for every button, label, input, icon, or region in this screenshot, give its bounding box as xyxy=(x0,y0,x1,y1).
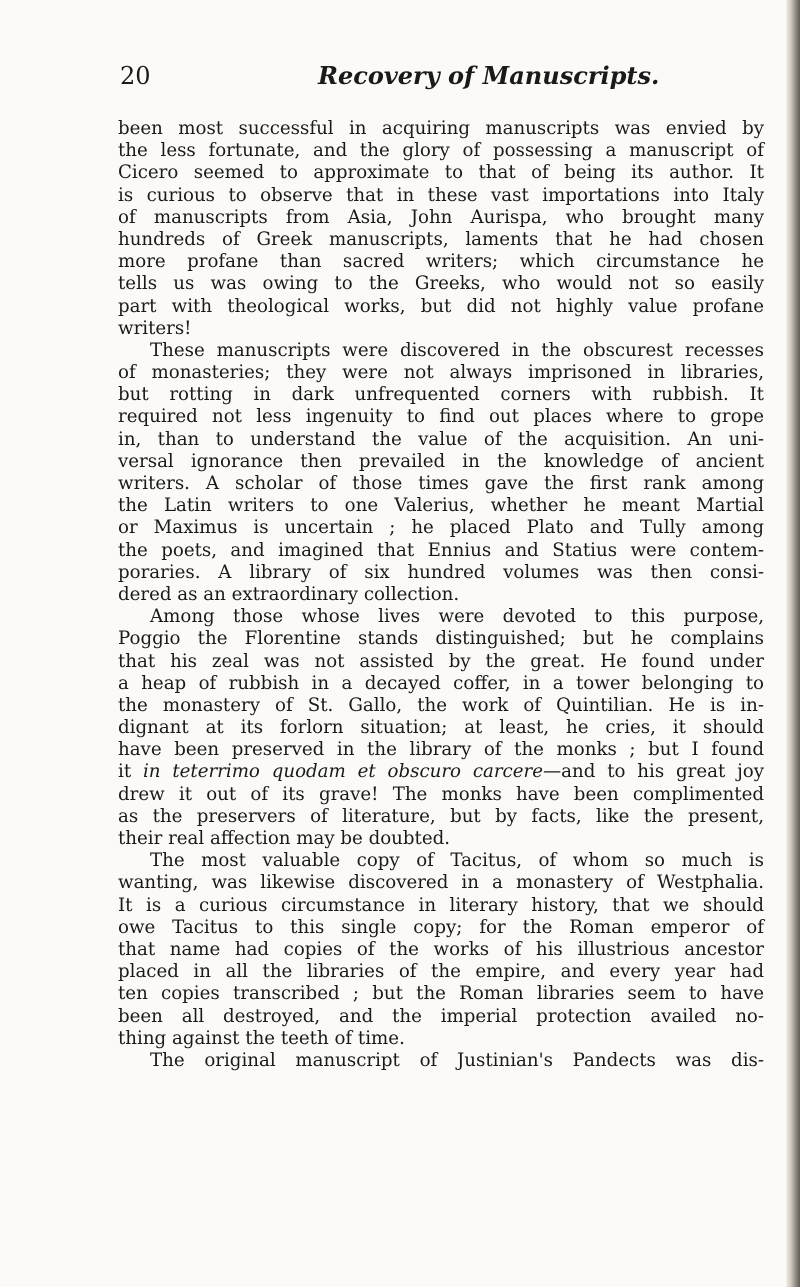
page-number: 20 xyxy=(120,62,151,90)
text-line: is curious to observe that in these vast importations into Italy xyxy=(118,184,764,206)
text-line: required not less ingenuity to find out places where to grope xyxy=(118,406,764,428)
text-line: been most successful in acquiring manuscripts was envied by xyxy=(118,118,764,139)
text-line: a heap of rubbish in a decayed coffer, in a tower belonging to xyxy=(118,672,764,694)
text-line: placed in all the libraries of the empire, and every year had xyxy=(118,961,764,983)
text-line: as the preservers of literature, but by facts, like the present, xyxy=(118,805,764,827)
text-line: The original manuscript of Justinian's Pandects was dis- xyxy=(150,1049,764,1071)
latin-phrase: in teterrimo quodam et obscuro carcere xyxy=(142,761,543,783)
text-line: These manuscripts were discovered in the obscurest recesses xyxy=(150,339,764,361)
text-line: Poggio the Florentine stands distinguished; but he complains xyxy=(118,628,764,650)
text-line: but rotting in dark unfrequented corners with rubbish. It xyxy=(118,384,764,406)
text-line: the Latin writers to one Valerius, whether he meant Martial xyxy=(118,495,764,517)
text-line: owe Tacitus to this single copy; for the Roman emperor of xyxy=(118,916,764,938)
text-line: have been preserved in the library of the monks ; but I found xyxy=(118,739,764,761)
text-line: writers. A scholar of those times gave the first rank among xyxy=(118,473,764,494)
text-line: been all destroyed, and the imperial protection availed no- xyxy=(118,1005,764,1027)
text-line: Among those whose lives were devoted to this purpose, xyxy=(150,606,764,628)
page-binding-edge xyxy=(786,0,800,1287)
text-line: thing against the teeth of time. xyxy=(118,1027,405,1049)
text-line: poraries. A library of six hundred volumes was then consi- xyxy=(118,561,764,583)
text-line: Cicero seemed to approximate to that of being its author. It xyxy=(118,162,764,184)
text-line: their real affection may be doubted. xyxy=(118,828,451,849)
text-line: ten copies transcribed ; but the Roman libraries seem to have xyxy=(118,983,764,1005)
text-line: part with theological works, but did not highly value profane xyxy=(118,295,764,317)
text-line: the less fortunate, and the glory of possessing a manuscript of xyxy=(118,140,764,162)
text-line: or Maximus is uncertain ; he placed Plato and Tully among xyxy=(118,517,764,539)
text-line: tells us was owing to the Greeks, who would not so easily xyxy=(118,273,764,295)
text-line: hundreds of Greek manuscripts, laments that he had chosen xyxy=(118,228,764,250)
text-line: it in teterrimo quodam et obscuro carcere—and to his great joy xyxy=(118,761,764,783)
text-line: dignant at its forlorn situation; at least, he cries, it should xyxy=(118,717,764,739)
text-line: more profane than sacred writers; which circumstance he xyxy=(118,251,764,273)
text-line: that his zeal was not assisted by the great. He found under xyxy=(118,650,764,672)
text-line: The most valuable copy of Tacitus, of whom so much is xyxy=(150,850,764,872)
text-line: in, than to understand the value of the acquisition. An uni- xyxy=(118,428,764,450)
running-head xyxy=(120,62,680,102)
text-line: dered as an extraordinary collection. xyxy=(118,583,460,605)
text-line: It is a curious circumstance in literary history, that we should xyxy=(118,894,764,916)
text-line: drew it out of its grave! The monks have been complimented xyxy=(118,783,764,805)
text-line: of manuscripts from Asia, John Aurispa, who brought many xyxy=(118,206,764,228)
text-line: versal ignorance then prevailed in the knowledge of ancient xyxy=(118,450,764,472)
running-title: Recovery of Manuscripts. xyxy=(318,61,660,90)
text-line: wanting, was likewise discovered in a monastery of Westphalia. xyxy=(118,872,764,894)
text-line: of monasteries; they were not always imprisoned in libraries, xyxy=(118,362,764,384)
text-line: the poets, and imagined that Ennius and Statius were contem- xyxy=(118,539,764,561)
text-line: writers! xyxy=(118,317,192,339)
text-line: the monastery of St. Gallo, the work of Quintilian. He is in- xyxy=(118,694,764,716)
body-text xyxy=(118,118,764,1072)
text-line: that name had copies of the works of his illustrious ancestor xyxy=(118,938,764,960)
